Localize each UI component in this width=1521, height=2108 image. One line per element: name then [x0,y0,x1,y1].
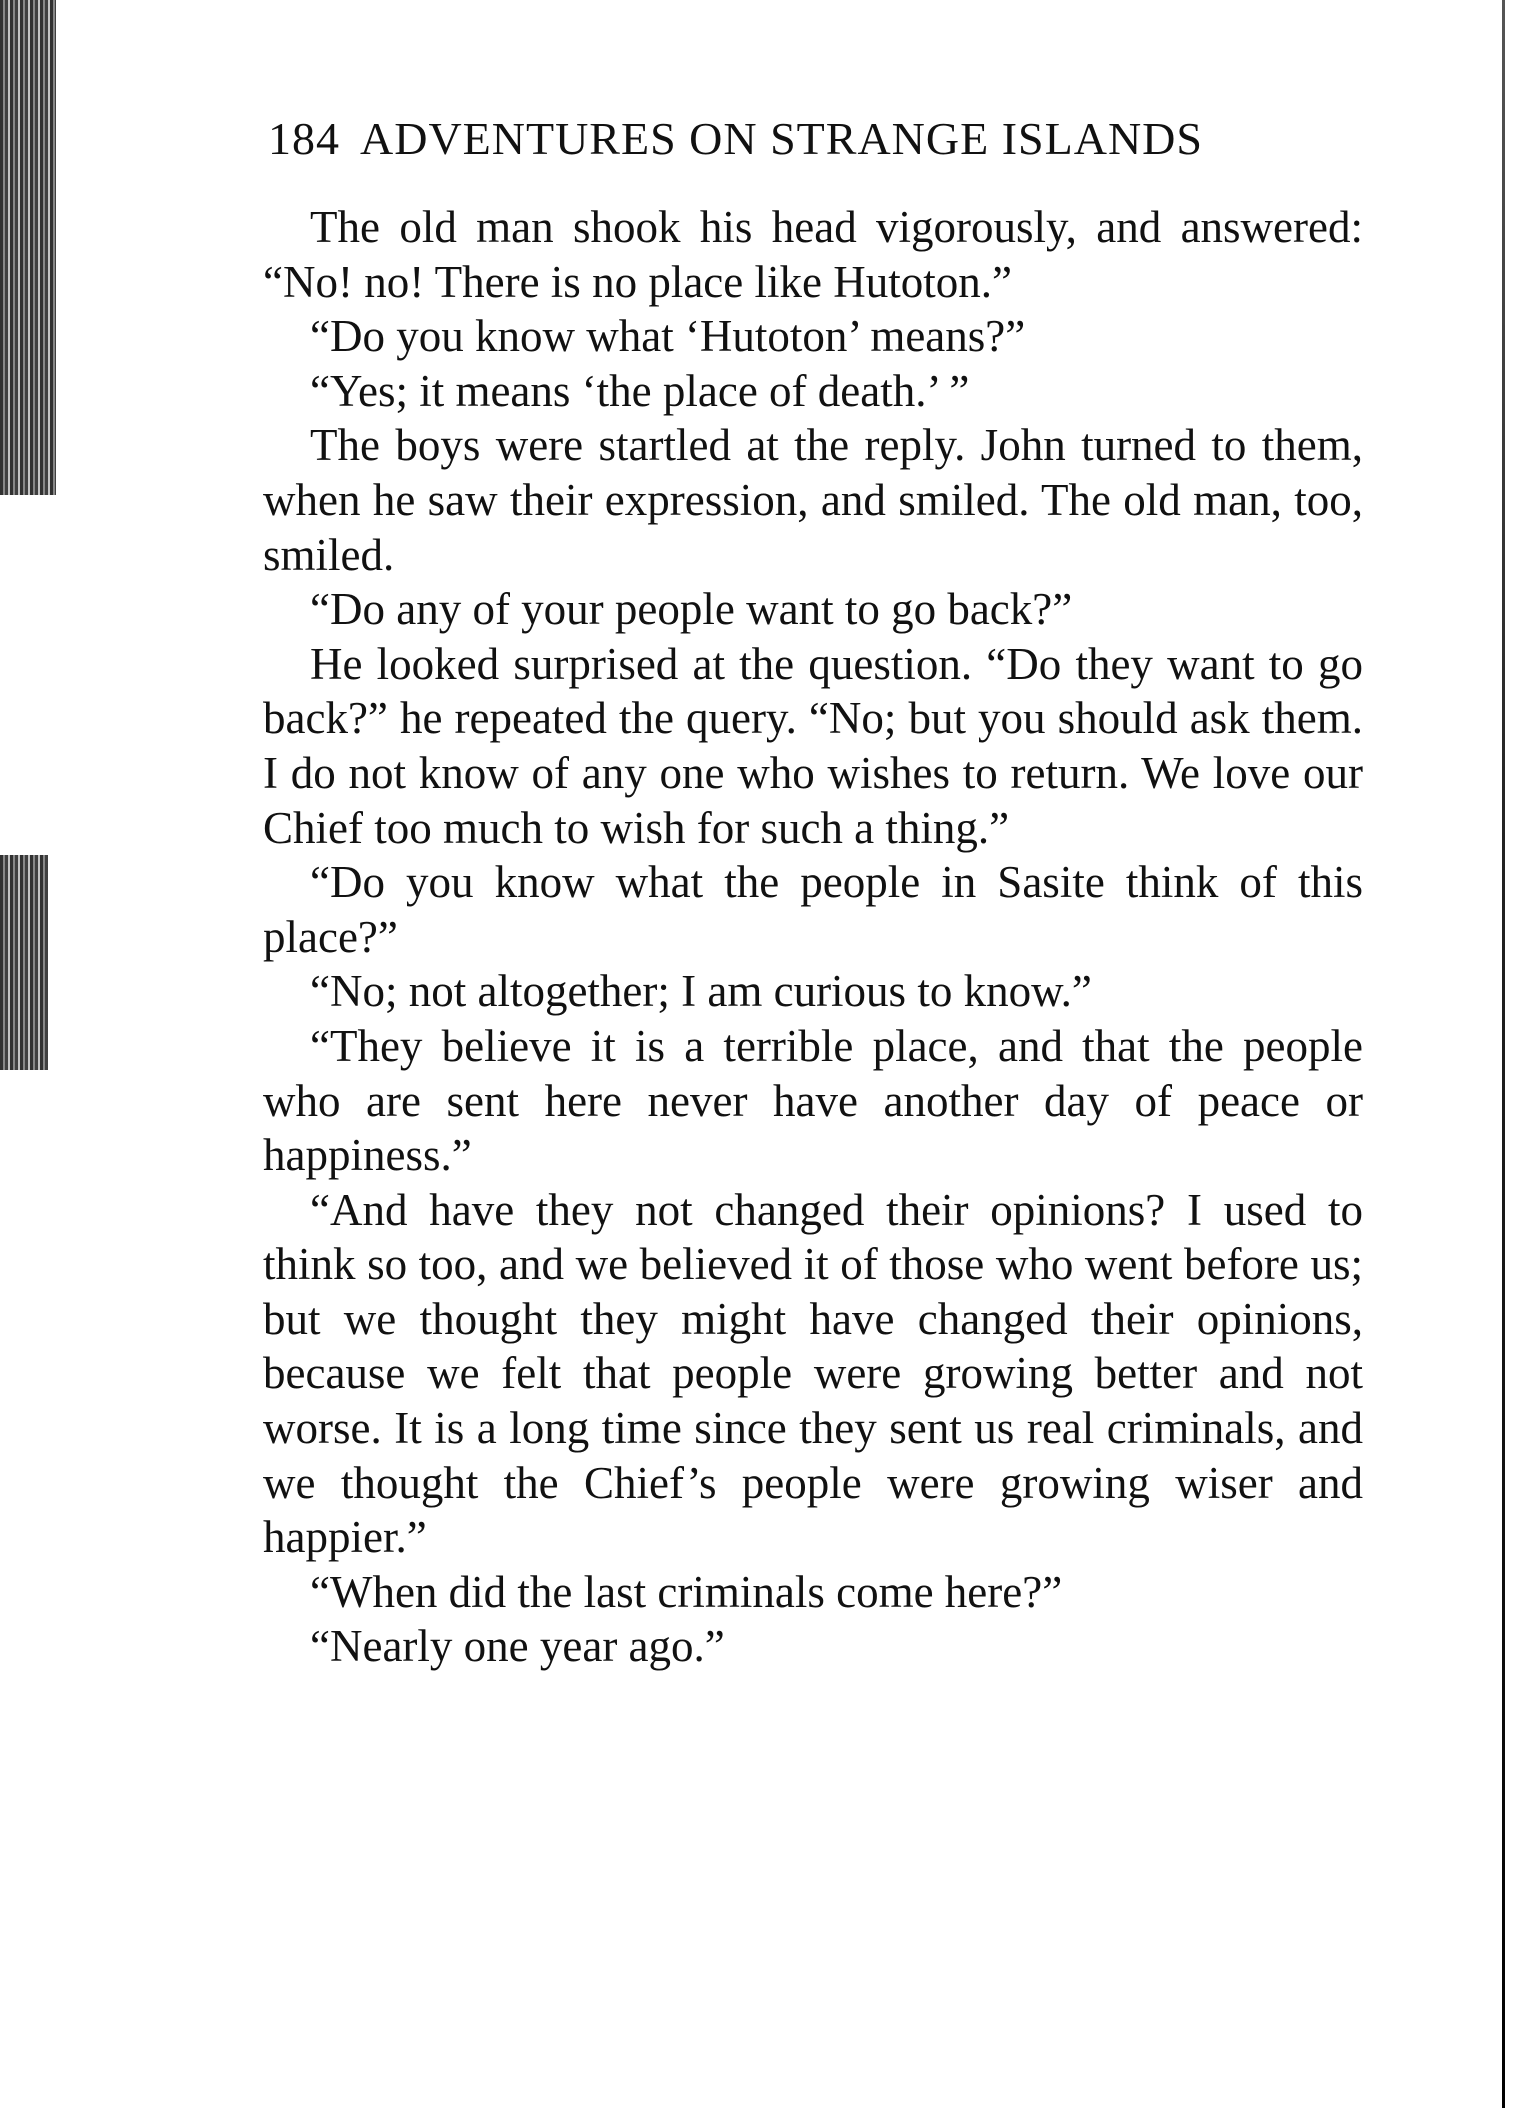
paragraph: “Do any of your people want to go back?” [310,584,1073,635]
page-edge-line [1502,0,1505,2108]
running-title: ADVENTURES ON STRANGE ISLANDS [360,113,1203,164]
body-text [263,200,1363,1674]
paragraph: “Do you know what the people in Sasite think of this place?” [263,857,1363,962]
paragraph: He looked surprised at the question. “Do they want to go back?” he repeated the query. “No; but you should ask them. I do not know of any one who wishes to return. We love our Chief too much to wish for such a thing.” [263,638,1363,853]
paragraph: The old man shook his head vigorously, and answered: “No! no! There is no place like Hutoton.” [263,202,1363,307]
binding-shadow-middle [0,855,48,1070]
running-header [268,112,1348,172]
paragraph: “They believe it is a terrible place, and that the people who are sent here never have another day of peace or happiness.” [263,1020,1363,1181]
paragraph: “No; not altogether; I am curious to know.” [310,966,1092,1017]
paragraph: “Yes; it means ‘the place of death.’ ” [310,365,970,416]
paragraph: “And have they not changed their opinions? I used to think so too, and we believed it of those who went before us; but we thought they might have changed their opinions, because we felt that people were growing better and not worse. It is a long time since they sent us real criminals, and we thought the Chief’s people were growing wiser and happier.” [263,1184,1363,1563]
paragraph: The boys were startled at the reply. John turned to them, when he saw their expression, and smiled. The old man, too, smiled. [263,420,1363,580]
binding-edge [0,0,90,2108]
page-number: 184 [268,113,340,164]
paragraph: “Do you know what ‘Hutoton’ means?” [310,311,1026,362]
paragraph: “Nearly one year ago.” [310,1621,725,1672]
binding-shadow-top [0,0,56,495]
paragraph: “When did the last criminals come here?” [310,1566,1063,1617]
